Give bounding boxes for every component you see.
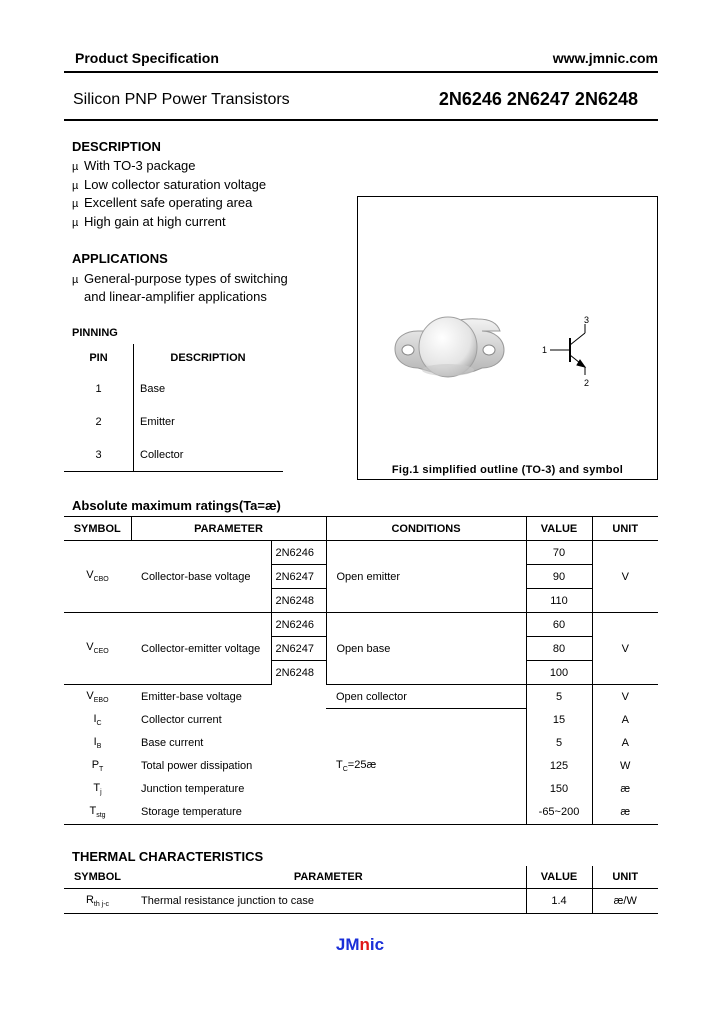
thermal-characteristics-table [64,866,658,914]
table-row [64,889,658,914]
bullet-mark: µ [72,161,79,173]
part-number-cell: 2N6248 [271,661,326,685]
value-cell: 5 [526,685,592,709]
table-row [64,541,658,565]
description-column-header: DESCRIPTION [170,352,246,364]
figure-box [357,196,658,480]
parameter-cell: Base current [141,737,204,749]
value-cell: -65~200 [526,801,592,825]
value-cell: 80 [526,637,592,661]
header-rule [64,71,658,73]
symbol-column-header: SYMBOL [64,866,131,889]
pinning-table [64,344,283,472]
value-column-header: VALUE [526,517,592,541]
pin-number: 1 [64,372,134,405]
unit-cell: A [621,737,629,749]
bullet-mark: µ [72,198,79,210]
part-number-cell: 2N6247 [271,565,326,589]
pin-column-header: PIN [64,344,134,372]
parameter-column-header: PARAMETER [131,517,326,541]
unit-cell: æ [592,801,658,825]
figure-caption: Fig.1 simplified outline (TO-3) and symbol [391,464,624,476]
table-row [64,685,658,709]
amr-heading: Absolute maximum ratings(Ta=æ) [72,498,281,513]
symbol-cell: $I_B$ [93,735,102,751]
symbol-cell: $R_{th j-c}$ [64,889,131,914]
applications-item-continued: and linear-amplifier applications [84,289,267,304]
symbol-cell: $V_{CBO}$ [64,541,131,613]
conditions-cell: Open base [326,613,526,685]
pin-description: Base [140,382,166,395]
symbol-cell: $V_{CEO}$ [64,613,131,685]
value-cell: 5 [526,732,592,755]
unit-cell: A [621,714,629,726]
symbol-pin-3-label: 3 [584,315,590,325]
pin-description: Collector [134,438,284,472]
parameter-cell: Collector current [141,714,222,726]
symbol-cell: $T_{stg}$ [64,801,131,825]
pin-number: 3 [64,438,134,472]
value-cell: 100 [526,661,592,685]
table-row [64,405,283,438]
value-cell: 1.4 [526,889,592,914]
table-row [64,438,283,472]
unit-cell: æ/W [592,889,658,914]
parameter-cell: Collector-emitter voltage [131,613,271,685]
to3-package-icon [395,317,504,377]
conditions-cell: Open emitter [326,541,526,613]
description-heading: DESCRIPTION [72,139,161,154]
value-cell: 110 [526,589,592,613]
header-product-spec: Product Specification [75,50,219,66]
table-row [64,709,658,732]
unit-cell: V [592,541,658,613]
to3-package-illustration [358,197,657,459]
parameter-cell: Thermal resistance junction to case [131,889,526,914]
applications-item: µ General-purpose types of switching [72,271,288,286]
pinning-header-row [64,344,283,372]
header-website[interactable]: www.jmnic.com [552,50,658,66]
pinning-heading: PINNING [72,327,118,339]
unit-cell: V [621,690,629,703]
part-number-cell: 2N6246 [271,613,326,637]
symbol-column-header: SYMBOL [64,517,131,541]
table-row [64,372,283,405]
title-rule [64,119,658,121]
symbol-pin-2-label: 2 [584,378,590,388]
applications-heading: APPLICATIONS [72,251,168,266]
document-subtitle: Silicon PNP Power Transistors [73,91,290,108]
thermal-heading: THERMAL CHARACTERISTICS [72,849,264,864]
bullet-mark: µ [72,217,79,229]
part-number-cell: 2N6248 [271,589,326,613]
bullet-mark: µ [72,180,79,192]
value-cell: 150 [526,778,592,801]
value-cell: 60 [526,613,592,637]
symbol-pin-1-label: 1 [542,345,548,355]
part-number-cell: 2N6246 [271,541,326,565]
table-row [64,613,658,637]
absolute-maximum-ratings-table [64,516,658,825]
description-item: µ Excellent safe operating area [72,195,253,210]
part-numbers-title: 2N6246 2N6247 2N6248 [438,89,638,109]
unit-cell: æ [620,783,631,795]
symbol-cell: $T_j$ [93,781,102,797]
pnp-transistor-symbol-icon [550,324,585,375]
parameter-column-header: PARAMETER [131,866,526,889]
pin-description: Emitter [140,415,175,428]
symbol-cell: $V_{EBO}$ [86,689,109,704]
unit-column-header: UNIT [592,517,658,541]
parameter-cell: Storage temperature [131,801,326,825]
value-cell: 125 [526,755,592,778]
unit-cell: V [592,613,658,685]
conditions-column-header: CONDITIONS [326,517,526,541]
conditions-cell: Open collector [326,685,526,709]
brand-logo: JMnic [335,935,385,954]
description-item: µ With TO-3 package [72,158,196,173]
description-item: µ High gain at high current [72,214,226,229]
part-number-cell: 2N6247 [271,637,326,661]
parameter-cell: Total power dissipation [141,760,253,772]
parameter-cell: Collector-base voltage [131,541,271,613]
parameter-cell: Emitter-base voltage [141,690,242,703]
thermal-header-row [64,866,658,889]
value-column-header: VALUE [526,866,592,889]
parameter-cell: Junction temperature [141,783,245,795]
symbol-cell: $P_T$ [91,758,104,774]
symbol-cell: $I_C$ [93,712,102,728]
conditions-cell: $T_C=25æ$ [326,709,526,825]
unit-cell: W [620,760,631,772]
pin-number: 2 [64,405,134,438]
value-cell: 90 [526,565,592,589]
amr-header-row [64,517,658,541]
bullet-mark: µ [72,274,79,286]
value-cell: 15 [526,709,592,732]
description-item: µ Low collector saturation voltage [72,177,267,192]
value-cell: 70 [526,541,592,565]
unit-column-header: UNIT [592,866,658,889]
